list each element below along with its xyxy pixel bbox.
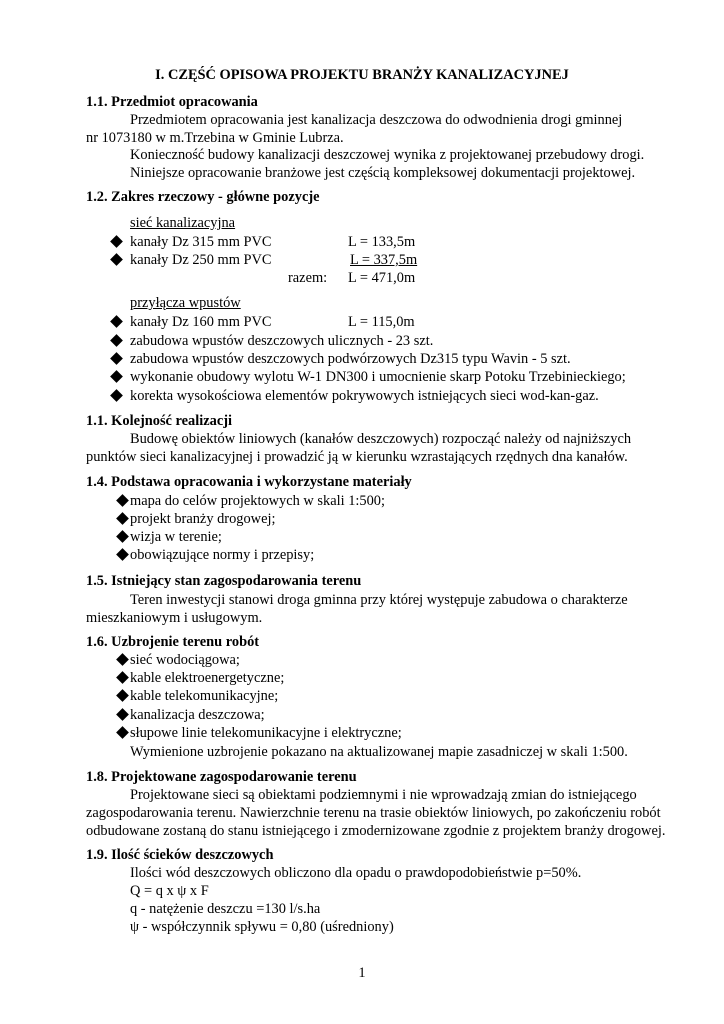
section-heading-1-9: 1.9. Ilość ścieków deszczowych [86,847,274,863]
subgroup-title: sieć kanalizacyjna [130,215,236,231]
section-heading-1-3: 1.1. Kolejność realizacji [86,413,233,429]
document-title: I. CZĘŚĆ OPISOWA PROJEKTU BRANŻY KANALIZACYJNEJ [155,67,569,83]
bullet-diamond-icon [116,708,129,721]
list-item: kable telekomunikacyjne; [130,688,279,704]
list-item: wykonanie obudowy wylotu W-1 DN300 i umocnienie skarp Potoku Trzebinieckiego; [130,369,626,385]
paragraph-line: Przedmiotem opracowania jest kanalizacja deszczowa do odwodnienia drogi gminnej [130,112,623,128]
paragraph-line: Ilości wód deszczowych obliczono dla opadu o prawdopodobieństwie p=50%. [130,865,582,881]
bullet-diamond-icon [110,253,123,266]
paragraph-line: punktów sieci kanalizacyjnej i prowadzić ją w kierunku wzrastających rzędnych dna kanałów. [86,449,628,465]
paragraph-line: Konieczność budowy kanalizacji deszczowej wynika z projektowanej przebudowy drogi. [130,147,645,163]
list-item-value: L = 115,0m [348,314,415,330]
list-item-value: L = 337,5m [350,252,418,268]
paragraph-line: q - natężenie deszczu =130 l/s.ha [130,901,321,917]
bullet-diamond-icon [116,512,129,525]
paragraph-line: ψ - współczynnik spływu = 0,80 (uśredniony) [130,919,394,935]
bullet-diamond-icon [116,689,129,702]
bullet-diamond-icon [116,671,129,684]
list-item: kable elektroenergetyczne; [130,670,285,686]
paragraph-line: Projektowane sieci są obiektami podziemnymi i nie wprowadzają zmian do istniejącego [130,787,637,803]
list-item: sieć wodociągowa; [130,652,240,668]
list-item: wizja w terenie; [130,529,222,545]
page-number: 1 [358,965,366,981]
paragraph-line: mieszkaniowym i usługowym. [86,610,263,626]
paragraph-line: Budowę obiektów liniowych (kanałów deszczowych) rozpocząć należy od najniższych [130,431,632,447]
bullet-diamond-icon [116,653,129,666]
bullet-diamond-icon [110,235,123,248]
list-item-label: kanały Dz 250 mm PVC [130,252,272,268]
sum-value: L = 471,0m [348,270,416,286]
list-item: słupowe linie telekomunikacyjne i elektryczne; [130,725,402,741]
list-item: zabudowa wpustów deszczowych podwórzowych Dz315 typu Wavin - 5 szt. [130,351,571,367]
bullet-diamond-icon [116,494,129,507]
list-item: projekt branży drogowej; [130,511,276,527]
section-heading-1-6: 1.6. Uzbrojenie terenu robót [86,634,260,650]
list-item: mapa do celów projektowych w skali 1:500; [130,493,385,509]
bullet-diamond-icon [110,370,123,383]
list-item: zabudowa wpustów deszczowych ulicznych - 23 szt. [130,333,434,349]
paragraph-line: Niniejsze opracowanie branżowe jest częścią kompleksowej dokumentacji projektowej. [130,165,636,181]
subgroup-title: przyłącza wpustów [130,295,241,311]
bullet-diamond-icon [110,315,123,328]
list-item: kanalizacja deszczowa; [130,707,265,723]
list-item: korekta wysokościowa elementów pokrywowych istniejących sieci wod-kan-gaz. [130,388,599,404]
bullet-diamond-icon [110,389,123,402]
bullet-diamond-icon [110,352,123,365]
bullet-diamond-icon [116,548,129,561]
bullet-diamond-icon [116,726,129,739]
sum-label: razem: [288,270,328,286]
section-heading-1-1: 1.1. Przedmiot opracowania [86,94,258,110]
list-item-value: L = 133,5m [348,234,416,250]
paragraph-line: odbudowane zostaną do stanu istniejącego i zmodernizowane zgodnie z projektem branży drogowej. [86,823,666,839]
list-item-label: kanały Dz 160 mm PVC [130,314,272,330]
section-heading-1-8: 1.8. Projektowane zagospodarowanie terenu [86,769,357,785]
paragraph-line: Wymienione uzbrojenie pokazano na aktualizowanej mapie zasadniczej w skali 1:500. [130,744,628,760]
bullet-diamond-icon [110,334,123,347]
formula-line: Q = q x ψ x F [130,883,209,899]
section-heading-1-2: 1.2. Zakres rzeczowy - główne pozycje [86,189,320,205]
list-item: obowiązujące normy i przepisy; [130,547,315,563]
paragraph-line: Teren inwestycji stanowi droga gminna przy której występuje zabudowa o charakterze [130,592,628,608]
list-item-label: kanały Dz 315 mm PVC [130,234,272,250]
section-heading-1-4: 1.4. Podstawa opracowania i wykorzystane materiały [86,474,412,490]
paragraph-line: nr 1073180 w m.Trzebina w Gminie Lubrza. [86,130,344,146]
bullet-diamond-icon [116,530,129,543]
section-heading-1-5: 1.5. Istniejący stan zagospodarowania terenu [86,573,362,589]
paragraph-line: zagospodarowania terenu. Nawierzchnie terenu na trasie obiektów liniowych, po zakończeniu robót [86,805,661,821]
